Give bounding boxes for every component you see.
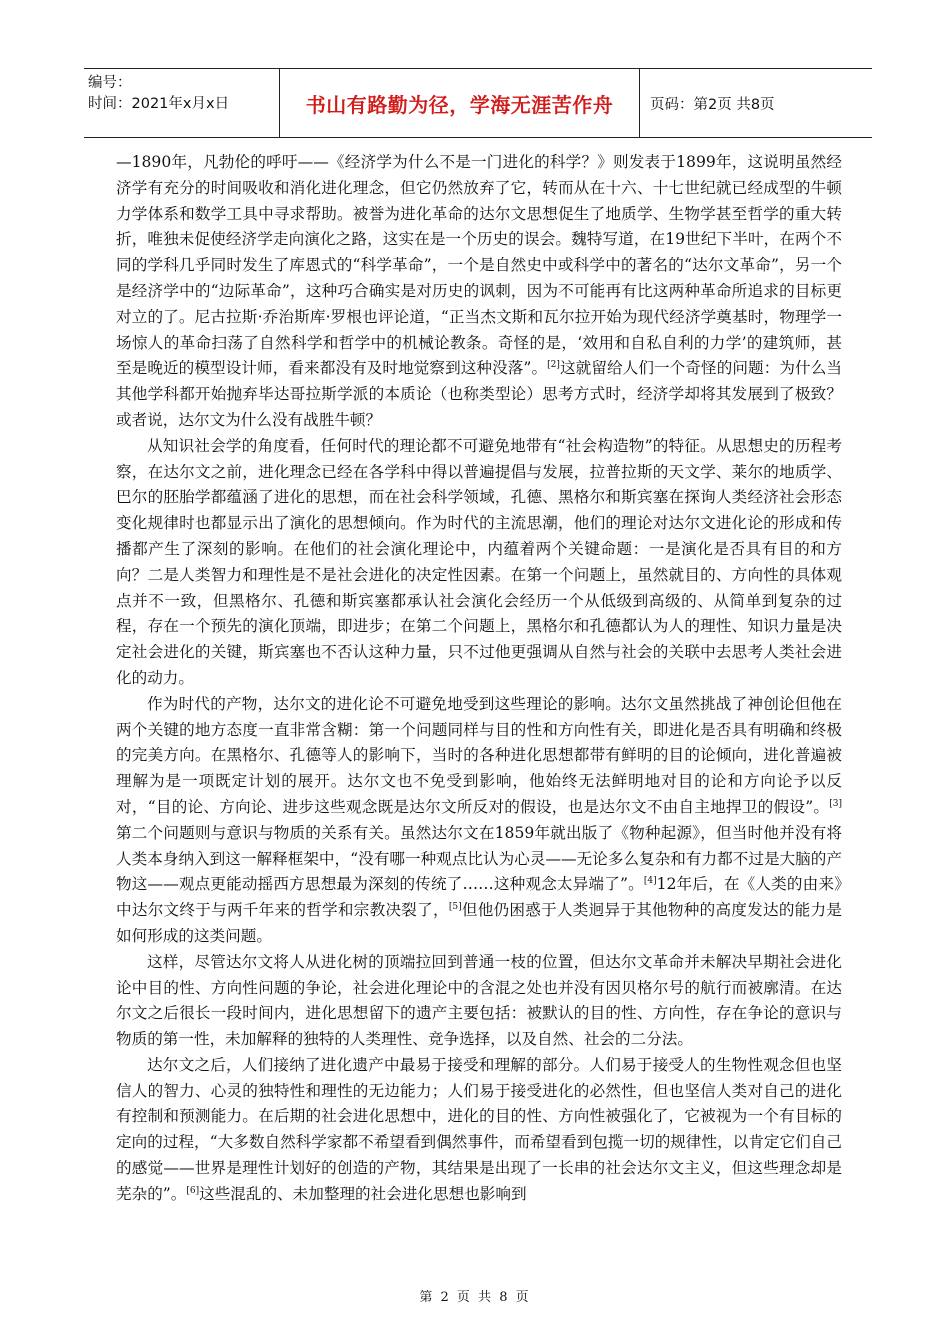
footnote-reference[interactable]: [6] — [186, 1185, 200, 1196]
header-page-number: 页码：第2页 共8页 — [650, 96, 775, 113]
document-date-label: 时间：2021年x月x日 — [88, 96, 230, 112]
paragraph-text: 达尔文之后，人们接纳了进化遗产中最易于接受和理解的部分。人们易于接受人的生物性观念但也坚信人的智力、心灵的独特性和理性的无边能力；人们易于接受进化的必然性，但也坚信人类对自己的进化有控制和预测能力。在后期的社会进化思想中，进化的目的性、方向性被强化了，它被视为一个有目标的定向的过程，“大多数自然科学家都不希望看到偶然事件，而希望看到包揽一切的规律性，以肯定它们自己的感觉——世界是理性计划好的创造的产物，其结果是出现了一长串的社会达尔文主义，但这些理念却是芜杂的”。 — [116, 1055, 842, 1203]
paragraph-text: 第二个问题则与意识与物质的关系有关。虽然达尔文在1859年就出版了《物种起源》，但当时他并没有将人类本身纳入到这一解释框架中，“没有哪一种观点比认为心灵——无论多么复杂和有力都不过是大脑的产物这——观点更能动摇西方思想最为深刻的传统了……这种观念太异端了”。 — [116, 823, 842, 894]
page-footer: 第 2 页 共 8 页 — [419, 1290, 531, 1305]
body-paragraph — [116, 434, 842, 692]
body-paragraph — [116, 150, 842, 434]
footnote-reference[interactable]: [4] — [643, 876, 657, 887]
footnote-reference[interactable]: [5] — [448, 901, 462, 912]
page-header — [84, 68, 872, 138]
header-meta — [84, 69, 280, 137]
paragraph-text: 12年后，在《人类的由来》中达尔文终于与两千年来的哲学和宗教决裂了， — [116, 875, 842, 920]
paragraph-text: 从知识社会学的角度看，任何时代的理论都不可避免地带有“社会构造物”的特征。从思想史的历程考察，在达尔文之前，进化理念已经在各学科中得以普遍提倡与发展，拉普拉斯的天文学、莱尔的地质学、巴尔的胚胎学都蕴涵了进化的思想，而在社会科学领域，孔德、黑格尔和斯宾塞在探询人类经济社会形态变化规律时也都显示出了演化的思想倾向。作为时代的主流思潮，他们的理论对达尔文进化论的形成和传播都产生了深刻的影响。在他们的社会演化理论中，内蕴着两个关键命题：一是演化是否具有目的和方向？二是人类智力和理性是不是社会进化的决定性因素。在第一个问题上，虽然就目的、方向性的具体观点并不一致，但黑格尔、孔德和斯宾塞都承认社会演化会经历一个从低级到高级的、从简单到复杂的过程，存在一个预先的演化顶端，即进步；在第二个问题上，黑格尔和孔德都认为人的理性、知识力量是决定社会进化的关键，斯宾塞也不否认这种力量，只不过他更强调从自然与社会的关联中去思考人类社会进化的动力。 — [116, 436, 842, 687]
document-number-label: 编号： — [88, 75, 132, 91]
body-paragraph — [116, 692, 842, 950]
paragraph-text: 作为时代的产物，达尔文的进化论不可避免地受到这些理论的影响。达尔文虽然挑战了神创论但他在两个关键的地方态度一直非常含糊：第一个问题同样与目的性和方向性有关，即进化是否具有明确和终极的完美方向。在黑格尔、孔德等人的影响下，当时的各种进化思想都带有鲜明的目的论倾向，进化普遍被理解为是一项既定计划的展开。达尔文也不免受到影响，他始终无法鲜明地对目的论和方向论予以反对，“目的论、方向论、进步这些观念既是达尔文所反对的假设，也是达尔文不由自主地捍卫的假设”。 — [116, 694, 842, 816]
paragraph-text: —1890年，凡勃伦的呼吁——《经济学为什么不是一门进化的科学？》则发表于1899年，这说明虽然经济学有充分的时间吸收和消化进化理念，但它仍然放弃了它，转而从在十六、十七世纪就已经成型的牛顿力学体系和数学工具中寻求帮助。被誉为进化革命的达尔文思想促生了地质学、生物学甚至哲学的重大转折，唯独未促使经济学走向演化之路，这实在是一个历史的误会。魏特写道，在19世纪下半叶，在两个不同的学科几乎同时发生了库恩式的“科学革命”，一个是自然史中或科学中的著名的“达尔文革命”，另一个是经济学中的“边际革命”，这种巧合确实是对历史的讽刺，因为不可能再有比这两种革命所追求的目标更对立的了。尼古拉斯·乔治斯库·罗根也评论道，“正当杰文斯和瓦尔拉开始为现代经济学奠基时，物理学一场惊人的革命扫荡了自然科学和哲学中的机械论教条。奇怪的是，‘效用和自私自利的力学’的建筑师，甚至是晚近的模型设计师，看来都没有及时地觉察到这种没落”。 — [116, 153, 842, 378]
paragraph-text: 但他仍困惑于人类迥异于其他物种的高度发达的能力是如何形成的这类问题。 — [116, 901, 842, 945]
body-paragraph — [116, 1053, 842, 1208]
paragraph-text: 这些混乱的、未加整理的社会进化思想也影响到 — [199, 1184, 527, 1203]
header-motto: 书山有路勤为径，学海无涯苦作舟 — [280, 69, 640, 137]
body-paragraph — [116, 950, 842, 1053]
paragraph-text: 这样，尽管达尔文将人从进化树的顶端拉回到普通一枝的位置，但达尔文革命并未解决早期社会进化论中目的性、方向性问题的争论，社会进化理论中的含混之处也并没有因贝格尔号的航行而被廓清。在达尔文之后很长一段时间内，进化思想留下的遗产主要包括：被默认的目的性、方向性，存在争论的意识与物质的第一性，未加解释的独特的人类理性、竞争选择，以及自然、社会的二分法。 — [116, 952, 842, 1049]
paragraph-text: 这就留给人们一个奇怪的问题：为什么当其他学科都开始抛弃毕达哥拉斯学派的本质论（也称类型论）思考方式时，经济学却将其发展到了极致？或者说，达尔文为什么没有战胜牛顿？ — [116, 359, 842, 429]
footnote-reference[interactable]: [3] — [829, 798, 842, 809]
document-body — [116, 150, 842, 1208]
footnote-reference[interactable]: [2] — [547, 360, 560, 371]
